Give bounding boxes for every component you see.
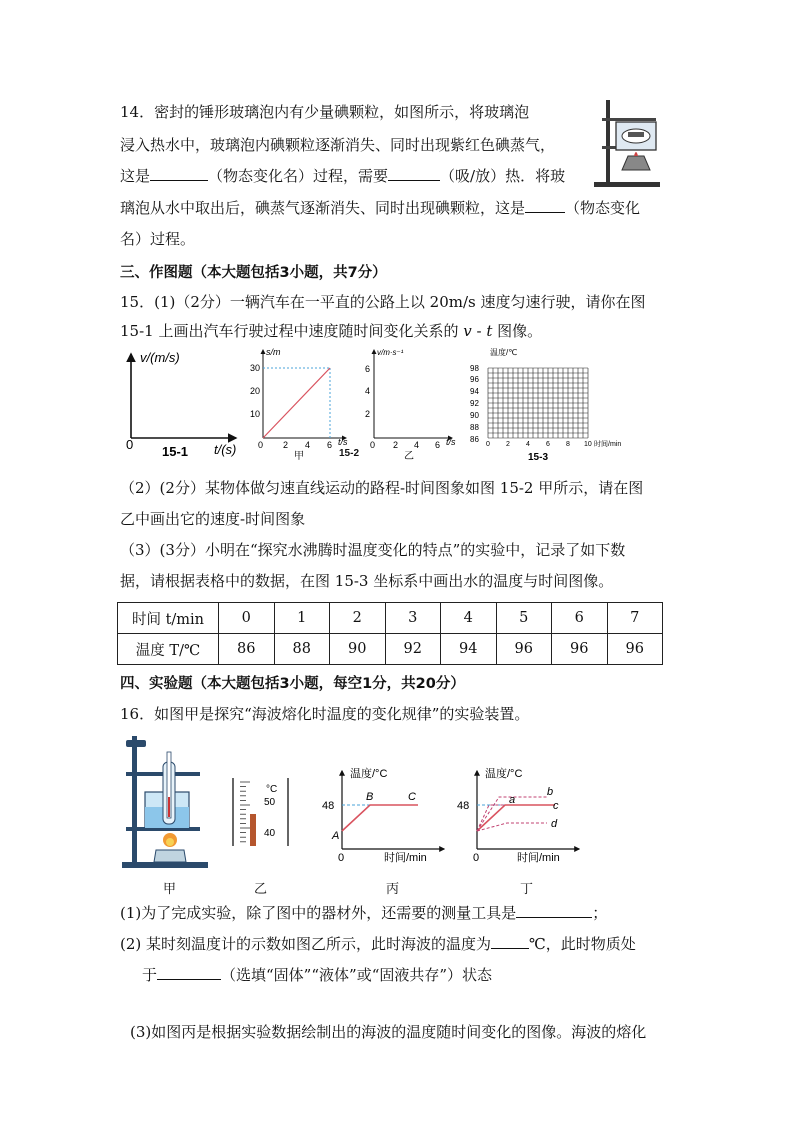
x-axis-label: 时间/min [594, 441, 622, 448]
x-tick: 10 [584, 441, 592, 448]
point-b-label: B [366, 791, 374, 803]
v-symbol: v [463, 322, 472, 340]
y-axis-label: s/m [266, 347, 281, 357]
table-cell: 3 [385, 603, 441, 634]
y-tick: 92 [470, 399, 479, 408]
q14-line5: 名）过程。 [120, 230, 196, 248]
y-axis-label: v/(m/s) [140, 350, 180, 365]
x-axis-label: t/s [338, 437, 348, 447]
unit-label: °C [266, 784, 278, 795]
sub-label: 丁 [520, 882, 534, 897]
table-cell: 96 [496, 634, 552, 665]
curve-b-label: b [547, 786, 554, 798]
thermometer-scale [240, 782, 250, 842]
table-cell: 7 [607, 603, 663, 634]
table-cell: 时间 t/min [118, 603, 219, 634]
y-axis-label: 温度/°C [350, 768, 388, 780]
q14-text: （物态变化名）过程，需要 [208, 167, 389, 185]
melting-curve [342, 805, 418, 831]
y-tick: 48 [322, 800, 335, 812]
answer-blank[interactable] [491, 934, 529, 949]
x-tick: 2 [393, 440, 399, 450]
t-symbol: t [486, 322, 493, 340]
table-cell: 0 [219, 603, 275, 634]
q15-part3-line2: 据，请根据表格中的数据，在图 15-3 坐标系中画出水的温度与时间图像。 [120, 572, 614, 590]
answer-blank[interactable] [150, 166, 208, 181]
table-cell: 96 [607, 634, 663, 665]
x-axis-label: 时间/min [384, 852, 427, 864]
distance-time-line [263, 368, 330, 438]
x-tick: 2 [506, 441, 510, 448]
y-tick: 30 [250, 363, 261, 373]
answer-blank[interactable] [388, 166, 440, 181]
x-tick: 2 [283, 440, 289, 450]
q16-intro: 16．如图甲是探究“海波熔化时温度的变化规律”的实验装置。 [120, 705, 530, 723]
section-3-heading: 三、作图题（本大题包括3小题，共7分） [120, 265, 387, 281]
table-cell: 90 [330, 634, 386, 665]
sub-label: 甲 [294, 451, 304, 462]
origin-label: 0 [370, 440, 376, 450]
fig-15-2-vt-axes[interactable] [362, 346, 462, 462]
y-axis-label: 温度/℃ [490, 348, 518, 357]
y-axis-label: 温度/°C [485, 768, 523, 780]
point-a-label: A [332, 830, 340, 842]
q14-line3 [120, 166, 565, 186]
q16-part2-line1 [120, 934, 636, 954]
x-tick: 4 [414, 440, 420, 450]
q15-text: 15-1 上画出汽车行驶过程中速度随时间变化关系的 [120, 322, 464, 340]
q15-line1: 15．(1)（2分）一辆汽车在一平直的公路上以 20m/s 速度匀速行驶，请你在图 [120, 293, 646, 311]
answer-blank[interactable] [525, 198, 565, 213]
q16-text: ℃，此时物质处 [529, 935, 636, 953]
answer-blank[interactable] [516, 903, 592, 918]
table-cell: 86 [219, 634, 275, 665]
fig-15-1-vt-axes[interactable] [118, 348, 248, 460]
fig-15-3-temperature-grid[interactable] [468, 346, 638, 462]
q14-text: （物态变化 [565, 199, 641, 217]
section-4-heading: 四、实验题（本大题包括3小题，每空1分，共20分） [120, 676, 465, 692]
q15-text: 图像。 [492, 322, 543, 340]
x-axis-label: 时间/min [517, 852, 560, 864]
curve-a-label: a [509, 794, 516, 806]
q14-line2: 浸入热水中，玻璃泡内碘颗粒逐渐消失、同时出现紫红色碘蒸气， [120, 136, 556, 154]
q14-line4 [120, 198, 640, 218]
x-tick: 0 [486, 441, 490, 448]
table-cell: 5 [496, 603, 552, 634]
q16-text: ； [592, 904, 608, 922]
y-tick: 98 [470, 364, 479, 373]
q15-part3-line1: （3）(3分）小明在“探究水沸腾时温度变化的特点”的实验中，记录了如下数 [120, 541, 626, 559]
sub-label: 乙 [254, 882, 268, 897]
y-tick: 48 [457, 800, 470, 812]
y-tick: 20 [250, 386, 261, 396]
y-tick: 96 [470, 375, 479, 384]
q16-part3: (3)如图丙是根据实验数据绘制出的海波的温度随时间变化的图像。海波的熔化 [130, 1023, 647, 1041]
q15-part2-line1: （2）(2分）某物体做匀速直线运动的路程-时间图象如图 15-2 甲所示，请在图 [120, 479, 644, 497]
x-tick: 8 [566, 441, 570, 448]
figure-caption: 15-2 [339, 448, 360, 459]
y-tick: 88 [470, 423, 479, 432]
q15-line2 [120, 321, 542, 341]
point-c-label: C [408, 791, 416, 803]
origin-label: 0 [126, 437, 134, 452]
figure-caption: 15-1 [162, 444, 189, 459]
table-cell: 2 [330, 603, 386, 634]
x-tick: 4 [526, 441, 530, 448]
table-cell: 94 [441, 634, 497, 665]
x-tick: 6 [435, 440, 441, 450]
fig-16-melting-graph [320, 765, 450, 865]
iodine-apparatus-figure [588, 98, 668, 190]
y-tick: 6 [365, 364, 371, 374]
table-cell: 96 [552, 634, 608, 665]
origin-label: 0 [258, 440, 264, 450]
y-tick: 10 [250, 409, 261, 419]
q16-text: （选填“固体”“液体”或“固液共存”）状态 [221, 966, 493, 984]
sub-label: 甲 [163, 882, 177, 897]
table-cell: 88 [274, 634, 330, 665]
q16-part2-line2 [142, 965, 492, 985]
fig-16-thermometer [228, 778, 298, 848]
table-row [118, 603, 663, 634]
table-cell: 1 [274, 603, 330, 634]
q14-line1: 14．密封的锤形玻璃泡内有少量碘颗粒，如图所示，将玻璃泡 [120, 103, 530, 121]
y-tick: 4 [365, 386, 371, 396]
fig-16-apparatus [120, 732, 210, 872]
sub-label: 丙 [386, 882, 400, 897]
x-axis-label: t/s [446, 437, 456, 447]
y-tick: 86 [470, 435, 479, 444]
curve-d-label: d [551, 818, 558, 830]
y-tick: 90 [470, 411, 479, 420]
answer-blank[interactable] [157, 965, 221, 980]
dash: - [471, 322, 487, 340]
q16-text: 于 [142, 966, 158, 984]
x-tick: 6 [546, 441, 550, 448]
table-cell: 6 [552, 603, 608, 634]
q14-text: 璃泡从水中取出后，碘蒸气逐渐消失、同时出现碘颗粒，这是 [120, 199, 526, 217]
tick-label: 50 [264, 797, 276, 808]
x-tick: 4 [305, 440, 311, 450]
figure-caption: 15-3 [528, 452, 549, 462]
fig-16-comparison-graph [455, 765, 585, 865]
q16-part1 [120, 903, 607, 923]
y-tick: 94 [470, 387, 479, 396]
grid-lines [488, 368, 588, 438]
x-tick: 6 [327, 440, 333, 450]
q15-part2-line2: 乙中画出它的速度-时间图象 [120, 510, 306, 528]
q16-text: (2) 某时刻温度计的示数如图乙所示，此时海波的温度为 [120, 935, 492, 953]
y-tick: 2 [365, 409, 371, 419]
y-axis-label: v/m·s⁻¹ [377, 348, 404, 357]
curve-c-label: c [553, 800, 559, 812]
origin-label: 0 [473, 852, 480, 864]
table-cell: 92 [385, 634, 441, 665]
tick-label: 40 [264, 828, 276, 839]
x-axis-label: t/(s) [214, 442, 237, 457]
origin-label: 0 [338, 852, 345, 864]
q16-text: (1)为了完成实验，除了图中的器材外，还需要的测量工具是 [120, 904, 517, 922]
table-cell: 4 [441, 603, 497, 634]
sub-label: 乙 [404, 451, 414, 462]
q14-text: 这是 [120, 167, 151, 185]
table-cell: 温度 T/℃ [118, 634, 219, 665]
q14-text: （吸/放）热．将玻 [440, 167, 566, 185]
fig-15-2-st-graph [248, 346, 358, 462]
table-row [118, 634, 663, 665]
boiling-data-table [117, 602, 663, 665]
